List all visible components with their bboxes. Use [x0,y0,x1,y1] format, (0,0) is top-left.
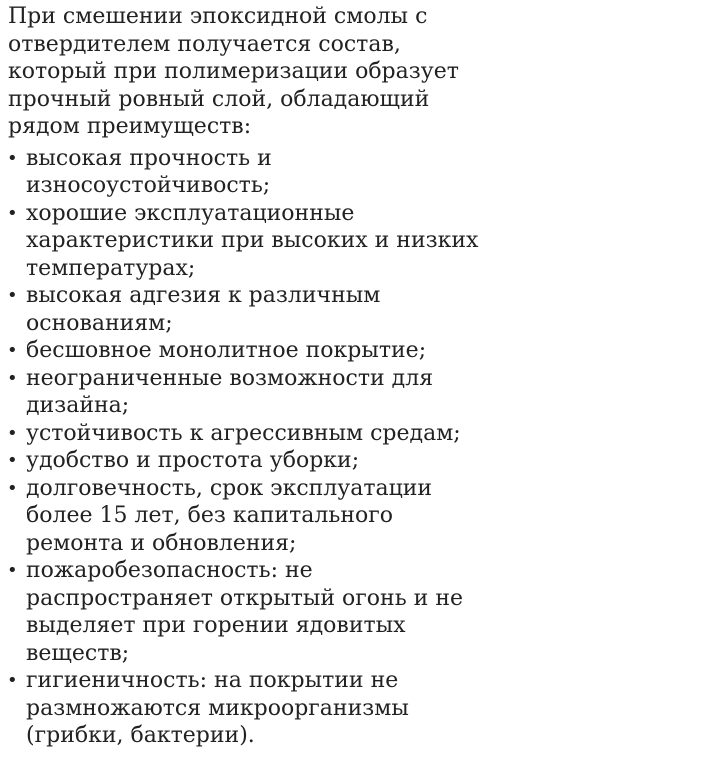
list-item [0,365,486,420]
bullet-icon: • [7,147,18,169]
list-item-text: удобство и простота уборки; [26,448,360,473]
list-item-text: высокая адгезия к различным основаниям; [26,283,381,336]
bullet-icon: • [7,560,18,581]
list-item [0,447,486,475]
bullet-icon: • [7,202,18,224]
list-item [0,337,486,365]
list-item-text: гигиеничность: на покрытии не размножаются микроорганизмы (грибки, бактерии). [26,668,409,748]
advantages-list [0,145,720,750]
list-item [0,282,486,337]
list-item [0,475,486,558]
bullet-icon: • [7,670,18,691]
list-item [0,557,486,667]
list-item-text: устойчивость к агрессивным средам; [26,420,461,446]
bullet-icon: • [7,285,18,306]
bullet-icon: • [7,450,18,471]
bullet-icon: • [7,340,18,361]
list-item [0,420,486,448]
list-item-text: долговечность, срок эксплуатации более 15 лет, без капитального ремонта и обновления; [26,475,433,556]
list-item [0,667,486,750]
list-item-text: высокая прочность и износоустойчивость; [26,145,272,198]
list-item-text: бесшовное монолитное покрытие; [26,338,427,363]
intro-paragraph: При смешении эпоксидной смолы с отвердителем получается состав, который при полимеризации образует прочный ровный слой, обладающий рядом преимуществ: [8,4,459,139]
list-item-text: пожаробезопасность: не распространяет открытый огонь и не выделяет при горении ядовитых веществ; [26,558,464,666]
list-item [0,200,486,283]
bullet-icon: • [7,367,18,389]
list-item [0,145,486,200]
bullet-icon: • [7,422,18,444]
bullet-icon: • [7,477,18,499]
list-item-text: неограниченные возможности для дизайна; [26,365,434,418]
list-item-text: хорошие эксплуатационные характеристики при высоких и низких температурах; [26,200,479,281]
